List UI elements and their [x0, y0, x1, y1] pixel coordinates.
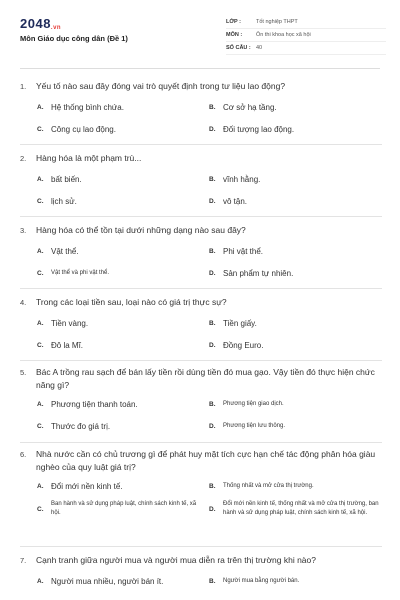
- question-2: 2. Hàng hóa là một phạm trù... A. bất biến. B. vĩnh hằng. C. lịch sử. D. vô tận.: [20, 152, 382, 207]
- question-7: 7. Cạnh tranh giữa người mua và người mua diễn ra trên thị trường khi nào? A. Người mua nhiều, người bán ít. B. Người mua bằng người bán.: [20, 554, 382, 587]
- option-c[interactable]: C. Đô la Mĩ.: [37, 341, 84, 350]
- site-logo[interactable]: 2048.vn: [20, 16, 62, 31]
- info-row-count: SỐ CÂU : 40: [226, 42, 386, 55]
- question-divider: [20, 442, 382, 443]
- question-text: Bác A trồng rau sạch để bán lấy tiền rồi dùng tiền đó mua gạo. Vậy tiền đó thực hiện chức năng gì?: [36, 367, 375, 390]
- question-text: Hàng hóa có thể tồn tại dưới những dạng nào sau đây?: [36, 225, 246, 235]
- option-d[interactable]: D. Phương tiện lưu thông.: [209, 423, 286, 430]
- exam-subject-title: Môn Giáo dục công dân (Đề 1): [20, 34, 128, 43]
- question-divider: [20, 288, 382, 289]
- option-a[interactable]: A. bất biến.: [37, 175, 82, 184]
- question-divider: [20, 546, 382, 547]
- question-text: Yếu tố nào sau đây đóng vai trò quyết định trong tư liệu lao động?: [36, 81, 286, 91]
- option-a[interactable]: A. Phương tiện thanh toán.: [37, 400, 138, 409]
- option-d[interactable]: D. vô tận.: [209, 197, 248, 206]
- question-5: 5. Bác A trồng rau sạch để bán lấy tiền rồi dùng tiền đó mua gạo. Vậy tiền đó thực hiện chức năng gì? A. Phương tiện thanh toán. B. Phương tiện giao dịch. C. Thước đo giá trị. D. Phương tiện lưu thông.: [20, 366, 382, 432]
- option-d[interactable]: D. Đồng Euro.: [209, 341, 264, 350]
- option-b[interactable]: B. Phi vật thể.: [209, 247, 264, 256]
- option-a[interactable]: A. Người mua nhiều, người bán ít.: [37, 577, 164, 586]
- option-b[interactable]: B. Phương tiện giao dịch.: [209, 401, 284, 408]
- question-6: 6. Nhà nước cần có chủ trương gì để phát huy mặt tích cực hạn chế tác động phân hóa giàu nghèo của quy luật giá trị? A. Đổi mới nền kinh tế. B. Thống nhất và mở cửa thị trường. C. Ban hành và sử dụng pháp luật, chính sách kinh tế, xã hội. D. Đổi mới nền kinh tế, thống nhất và mở cửa thị trường, ban hành và sử dụng pháp luật, chính sách kinh tế, xã hội.: [20, 448, 382, 518]
- option-b[interactable]: B. Người mua bằng người bán.: [209, 578, 300, 585]
- question-divider: [20, 144, 382, 145]
- option-c[interactable]: C. Thước đo giá trị.: [37, 422, 111, 431]
- header-divider: [20, 68, 380, 69]
- info-row-subject: MÔN : Ôn thi khoa học xã hội: [226, 29, 386, 42]
- option-b[interactable]: B. Tiền giấy.: [209, 319, 257, 328]
- option-c[interactable]: C. lịch sử.: [37, 197, 77, 206]
- option-b[interactable]: B. vĩnh hằng.: [209, 175, 261, 184]
- question-text: Trong các loại tiền sau, loại nào có giá trị thực sự?: [36, 297, 227, 307]
- option-c[interactable]: C. Ban hành và sử dụng pháp luật, chính sách kinh tế, xã hội.: [37, 501, 197, 516]
- option-b[interactable]: B. Cơ sở hạ tầng.: [209, 103, 277, 112]
- option-d[interactable]: D. Đối tượng lao động.: [209, 125, 295, 134]
- option-b[interactable]: B. Thống nhất và mở cửa thị trường.: [209, 483, 314, 490]
- question-4: 4. Trong các loại tiền sau, loại nào có giá trị thực sự? A. Tiền vàng. B. Tiền giấy. C. Đô la Mĩ. D. Đồng Euro.: [20, 296, 382, 351]
- option-c[interactable]: C. Công cụ lao động.: [37, 125, 116, 134]
- option-a[interactable]: A. Hệ thống bình chứa.: [37, 103, 124, 112]
- question-text: Hàng hóa là một phạm trù...: [36, 153, 142, 163]
- question-divider: [20, 360, 382, 361]
- option-d[interactable]: D. Đổi mới nền kinh tế, thống nhất và mở cửa thị trường, ban hành và sử dụng pháp luật, chính sách kinh tế, xã hội.: [209, 501, 379, 516]
- option-c[interactable]: C. Vật thể và phi vật thể.: [37, 270, 110, 277]
- question-text: Cạnh tranh giữa người mua và người mua diễn ra trên thị trường khi nào?: [36, 555, 316, 565]
- option-a[interactable]: A. Tiền vàng.: [37, 319, 89, 328]
- page-header: [0, 0, 400, 72]
- question-text: Nhà nước cần có chủ trương gì để phát huy mặt tích cực hạn chế tác động phân hóa giàu nghèo của quy luật giá trị?: [36, 449, 376, 472]
- option-a[interactable]: A. Đổi mới nền kinh tế.: [37, 482, 123, 491]
- info-row-class: LỚP : Tốt nghiệp THPT: [226, 16, 386, 29]
- question-1: 1. Yếu tố nào sau đây đóng vai trò quyết định trong tư liệu lao động? A. Hệ thống bình chứa. B. Cơ sở hạ tầng. C. Công cụ lao động. D. Đối tượng lao động.: [20, 80, 382, 135]
- exam-info-panel: [226, 16, 386, 55]
- option-d[interactable]: D. Sản phẩm tự nhiên.: [209, 269, 294, 278]
- question-divider: [20, 216, 382, 217]
- option-a[interactable]: A. Vật thể.: [37, 247, 79, 256]
- question-3: 3. Hàng hóa có thể tồn tại dưới những dạng nào sau đây? A. Vật thể. B. Phi vật thể. C. Vật thể và phi vật thể. D. Sản phẩm tự nhiên.: [20, 224, 382, 279]
